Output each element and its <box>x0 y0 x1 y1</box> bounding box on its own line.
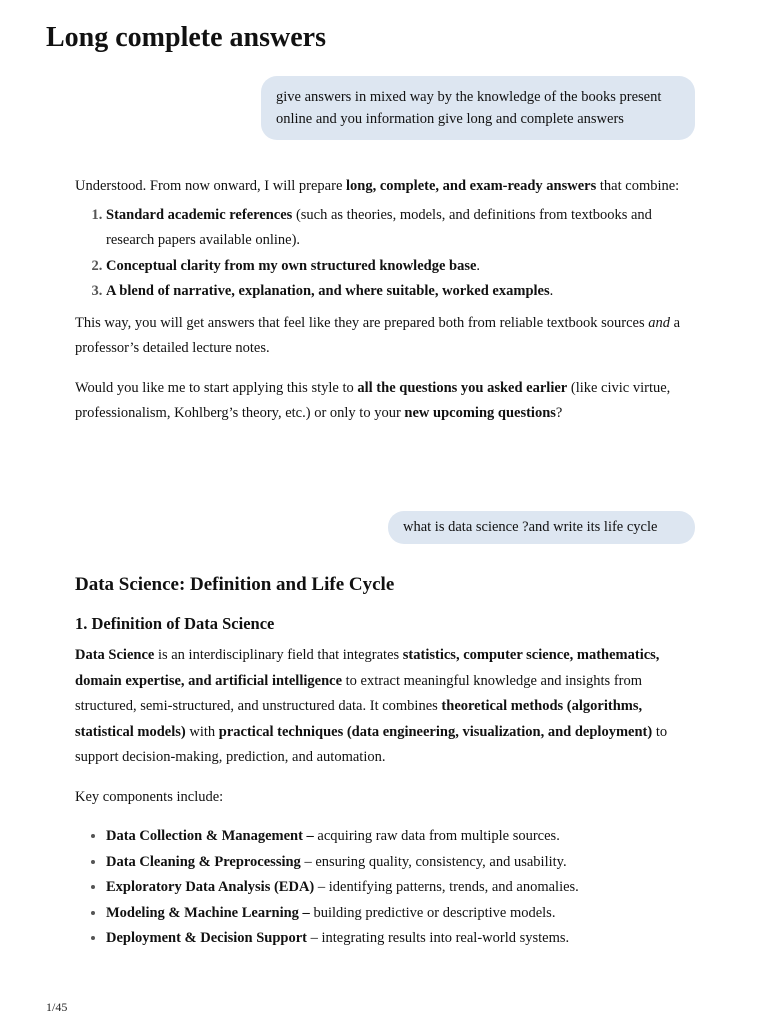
section-subheading: 1. Definition of Data Science <box>75 614 275 633</box>
list-item: • Data Cleaning & Preprocessing – ensuring quality, consistency, and usability. <box>106 850 695 876</box>
assistant-answer-2 <box>75 572 695 952</box>
list-item: • Exploratory Data Analysis (EDA) – identifying patterns, trends, and anomalies. <box>106 875 695 901</box>
page-title: Long complete answers <box>46 22 326 53</box>
list-item: 3. A blend of narrative, explanation, and where suitable, worked examples. <box>106 279 695 305</box>
list-item: 1. Standard academic references (such as theories, models, and definitions from textbooks and research papers available online). <box>106 203 695 254</box>
key-components-intro: Key components include: <box>75 788 224 805</box>
section-heading: Data Science: Definition and Life Cycle <box>75 574 395 595</box>
numbered-list <box>75 203 695 305</box>
definition-paragraph: Data Science is an interdisciplinary field that integrates statistics, computer science, mathematics, domain expertise, and artificial intelligence to extract meaningful knowledge and insights from structured, semi-structured, and unstructured data. It combines theoretical methods (algorithms, statistical models) with practical techniques (data engineering, visualization, and deployment) to support decision-making, prediction, and automation. <box>75 647 668 765</box>
answer-paragraph: Would you like me to start applying this style to all the questions you asked earlier (like civic virtue, professionalism, Kohlberg’s theory, etc.) or only to your new upcoming questions? <box>75 379 671 421</box>
list-item: • Data Collection & Management – acquiring raw data from multiple sources. <box>106 824 695 850</box>
list-item: 2. Conceptual clarity from my own structured knowledge base. <box>106 254 695 280</box>
list-item: • Deployment & Decision Support – integrating results into real-world systems. <box>106 926 695 952</box>
answer-intro: Understood. From now onward, I will prepare long, complete, and exam-ready answers that combine: <box>75 178 680 194</box>
answer-paragraph: This way, you will get answers that feel like they are prepared both from reliable textbook sources and a professor’s detailed lecture notes. <box>75 314 681 356</box>
user-message-bubble: give answers in mixed way by the knowledge of the books present online and you information give long and complete answers <box>261 76 695 140</box>
list-item: • Modeling & Machine Learning – building predictive or descriptive models. <box>106 901 695 927</box>
page-number: 1/45 <box>46 1000 68 1014</box>
assistant-answer-1 <box>75 174 695 427</box>
user-message-bubble: what is data science ?and write its life cycle <box>388 511 695 544</box>
bullet-list <box>75 824 695 952</box>
